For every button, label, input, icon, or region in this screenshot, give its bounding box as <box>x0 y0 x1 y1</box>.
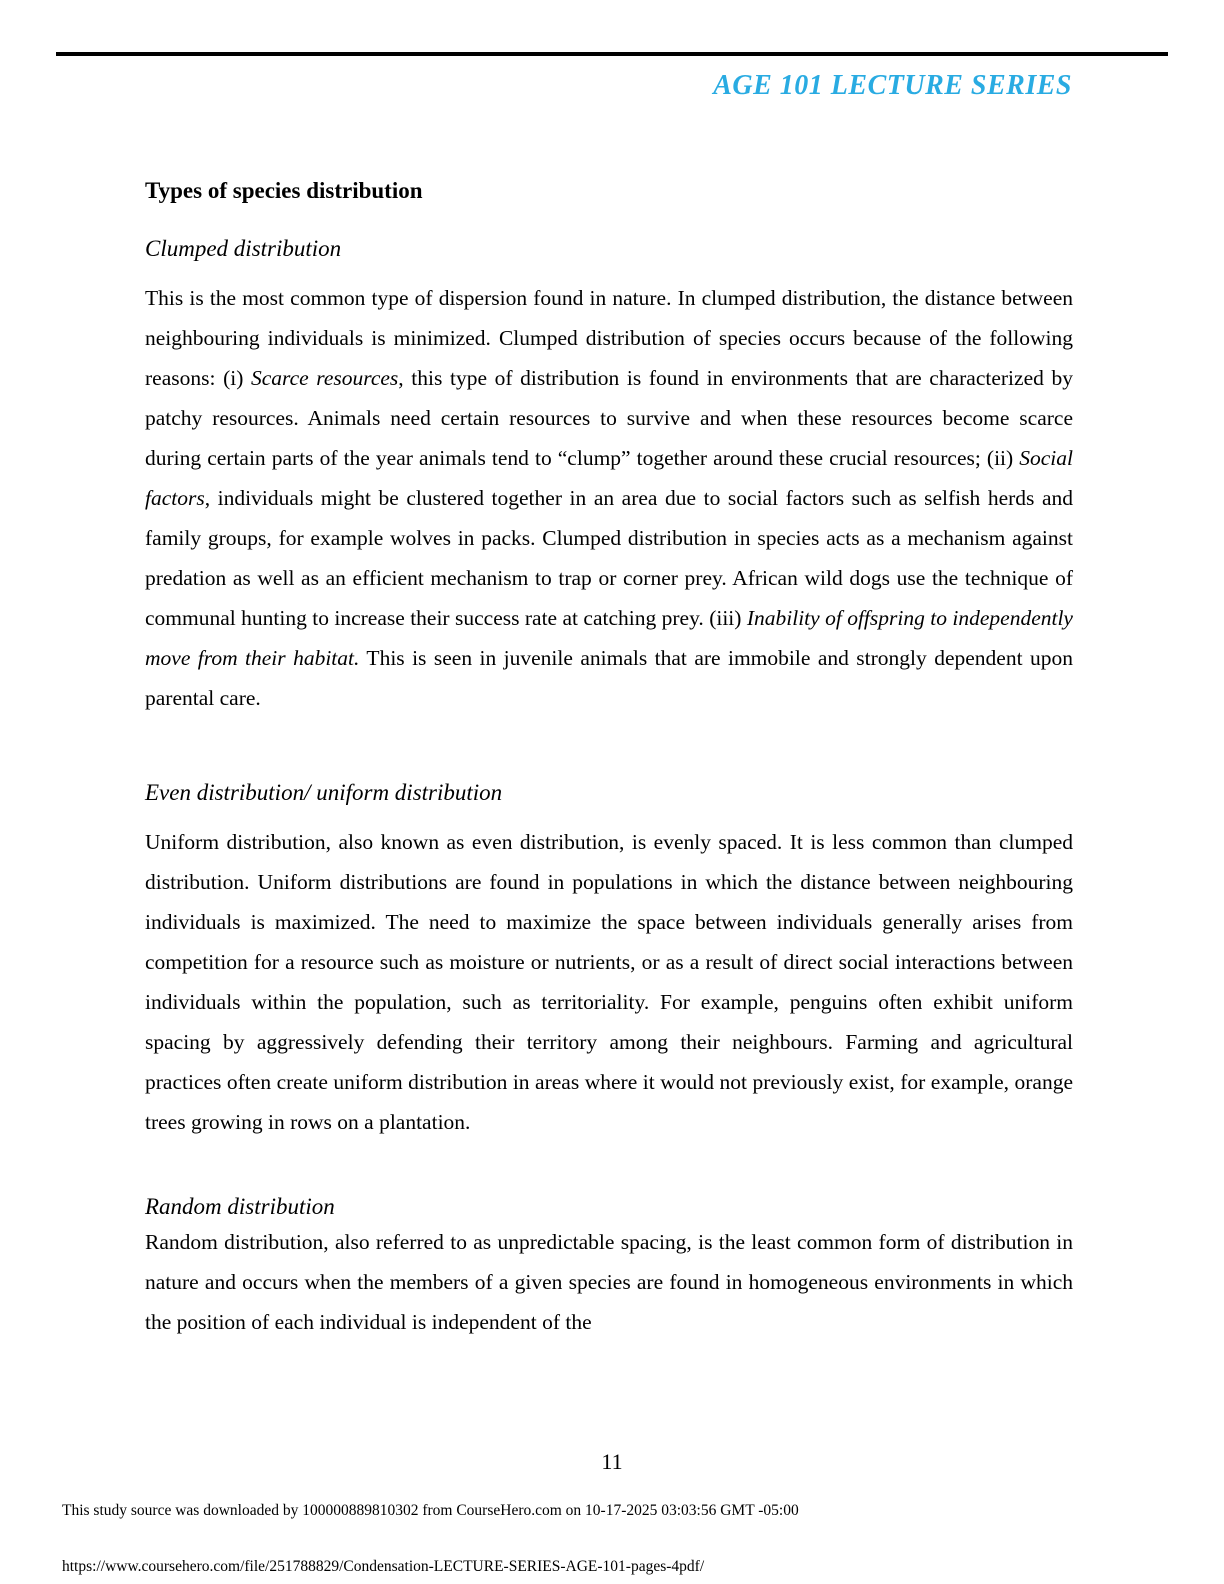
section-1 <box>145 234 1073 718</box>
text-run: Uniform distribution, also known as even distribution, is evenly spaced. It is less common than clumped distribution. Uniform distributions are found in populations in which the distance between neighbouring individuals is maximized. The need to maximize the space between individuals generally arises from competition for a resource such as moisture or nutrients, or as a result of direct social interactions between individuals within the population, such as territoriality. For example, penguins often exhibit uniform spacing by aggressively defending their territory among their neighbours. Farming and agricultural practices often create uniform distribution in areas where it would not previously exist, for example, orange trees growing in rows on a plantation. <box>145 830 1073 1134</box>
section-heading: Even distribution/ uniform distribution <box>145 780 503 805</box>
text-run: , individuals might be clustered together in an area due to social factors such as selfish herds and family groups, for example wolves in packs. Clumped distribution in species acts as a mechanism against predation as well as an efficient mechanism to trap or corner prey. African wild dogs use the technique of communal hunting to increase their success rate at catching prey. (iii) <box>145 486 1073 630</box>
text-run: This is the most common type of dispersion found in nature. In clumped distribution, the distance between neighbouring individuals is minimized. Clumped distribution of species occurs because of the following reasons: (i) <box>145 286 1073 390</box>
italic-text-run: Inability of offspring to independently move from their habitat. <box>145 606 1073 670</box>
lecture-series-title: AGE 101 LECTURE SERIES <box>713 70 1072 101</box>
document-body <box>145 176 1073 1342</box>
source-url: https://www.coursehero.com/file/251788829/Condensation-LECTURE-SERIES-AGE-101-pages-4pdf/ <box>62 1558 705 1575</box>
text-run: This is seen in juvenile animals that are immobile and strongly dependent upon parental care. <box>145 646 1073 710</box>
section-heading: Clumped distribution <box>145 236 342 261</box>
italic-text-run: Scarce resources <box>250 366 399 390</box>
paragraph <box>145 278 1073 718</box>
paragraph <box>145 822 1073 1142</box>
header-rule <box>56 52 1168 56</box>
section-heading: Random distribution <box>145 1194 335 1219</box>
italic-text-run: Social factors <box>145 446 1073 510</box>
section-2 <box>145 778 1073 1142</box>
text-run: , this type of distribution is found in environments that are characterized by patchy resources. Animals need certain resources to survive and when these resources become scarce during certain parts of the year animals tend to “clump” together around these crucial resources; (ii) <box>145 366 1073 470</box>
page-number: 11 <box>601 1449 623 1474</box>
section-3 <box>145 1192 1073 1342</box>
sections <box>145 234 1073 1342</box>
page-title: Types of species distribution <box>145 178 423 203</box>
paragraph <box>145 1222 1073 1342</box>
download-notice: This study source was downloaded by 100000889810302 from CourseHero.com on 10-17-2025 03:03:56 GMT -05:00 <box>62 1502 799 1519</box>
text-run: Random distribution, also referred to as unpredictable spacing, is the least common form of distribution in nature and occurs when the members of a given species are found in homogeneous environments in which the position of each individual is independent of the <box>145 1230 1073 1334</box>
